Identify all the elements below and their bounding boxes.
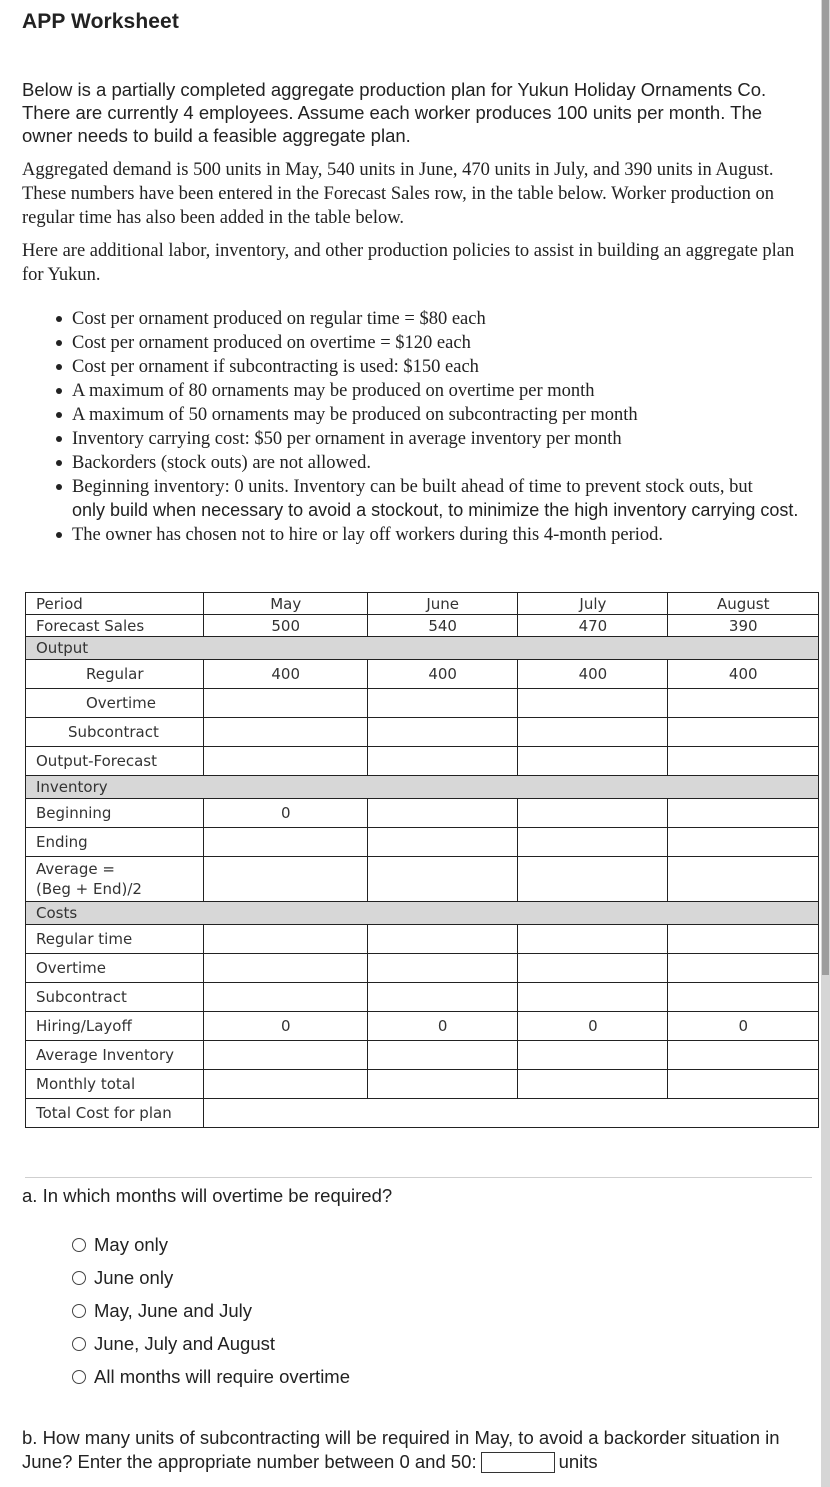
forecast-may: 500 [204, 615, 368, 637]
monthly-total-july-cell [518, 1070, 668, 1099]
beginning-june-cell [367, 799, 517, 828]
aggregate-plan-table [25, 592, 819, 1128]
overtime-label: Overtime [26, 689, 204, 718]
regular-time-june-cell [367, 925, 517, 954]
monthly-total-may-cell [204, 1070, 368, 1099]
avg-inventory-july-cell [518, 1041, 668, 1070]
policy-item: Cost per ornament produced on regular time = $80 each [72, 307, 817, 331]
overtime-may-cell [204, 689, 368, 718]
monthly-total-row [26, 1070, 819, 1099]
option-may-june-july[interactable] [72, 1294, 350, 1327]
monthly-total-label: Monthly total [26, 1070, 204, 1099]
radio-button[interactable] [72, 1238, 86, 1252]
inventory-section-label: Inventory [26, 776, 819, 799]
header-june: June [367, 593, 517, 615]
costs-section-label: Costs [26, 902, 819, 925]
regular-time-july-cell [518, 925, 668, 954]
beginning-may: 0 [204, 799, 368, 828]
option-june-july-august[interactable] [72, 1327, 350, 1360]
policy-item: The owner has chosen not to hire or lay off workers during this 4-month period. [72, 523, 817, 547]
option-label: June, July and August [94, 1332, 276, 1354]
forecast-label: Forecast Sales [26, 615, 204, 637]
inventory-section-row [26, 776, 819, 799]
regular-label: Regular [26, 660, 204, 689]
forecast-row [26, 615, 819, 637]
monthly-total-august-cell [668, 1070, 819, 1099]
average-inventory-cost-row [26, 1041, 819, 1070]
subcontract-cost-june-cell [367, 983, 517, 1012]
overtime-cost-may-cell [204, 954, 368, 983]
beginning-label: Beginning [26, 799, 204, 828]
overtime-cost-july-cell [518, 954, 668, 983]
policy-list [72, 307, 817, 547]
hiring-may: 0 [204, 1012, 368, 1041]
policy-item: Backorders (stock outs) are not allowed. [72, 451, 817, 475]
forecast-june: 540 [367, 615, 517, 637]
hiring-july: 0 [518, 1012, 668, 1041]
total-cost-label: Total Cost for plan [26, 1099, 204, 1128]
subcontract-answer-input[interactable] [481, 1452, 555, 1473]
radio-button[interactable] [72, 1304, 86, 1318]
option-label: June only [94, 1266, 174, 1288]
ending-may-cell [204, 828, 368, 857]
subcontract-label: Subcontract [26, 718, 204, 747]
beginning-july-cell [518, 799, 668, 828]
policy-beginning-inventory-rest: only build when necessary to avoid a stockout, to minimize the high inventory carrying cost. [72, 500, 799, 520]
ending-june-cell [367, 828, 517, 857]
section-divider [25, 1177, 812, 1178]
ending-august-cell [668, 828, 819, 857]
header-may: May [204, 593, 368, 615]
question-b [22, 1426, 822, 1475]
overtime-june-cell [367, 689, 517, 718]
ending-inventory-row [26, 828, 819, 857]
policy-item: Cost per ornament produced on overtime = $120 each [72, 331, 817, 355]
policy-item: A maximum of 50 ornaments may be produced on subcontracting per month [72, 403, 817, 427]
policy-item: A maximum of 80 ornaments may be produced on overtime per month [72, 379, 817, 403]
question-a-options [72, 1228, 350, 1393]
option-all-months[interactable] [72, 1360, 350, 1393]
average-inventory-row [26, 857, 819, 902]
scrollbar-thumb[interactable] [822, 0, 829, 975]
regular-output-row [26, 660, 819, 689]
subcontract-cost-july-cell [518, 983, 668, 1012]
average-label-line2: (Beg + End)/2 [36, 880, 142, 898]
output-section-label: Output [26, 637, 819, 660]
regular-may: 400 [204, 660, 368, 689]
page-scrollbar[interactable] [821, 0, 830, 1487]
costs-section-row [26, 902, 819, 925]
subcontract-june-cell [367, 718, 517, 747]
output-section-row [26, 637, 819, 660]
average-june-cell [367, 857, 517, 902]
regular-time-may-cell [204, 925, 368, 954]
overtime-output-row [26, 689, 819, 718]
subcontract-output-row [26, 718, 819, 747]
hiring-june: 0 [367, 1012, 517, 1041]
regular-time-cost-row [26, 925, 819, 954]
header-period: Period [26, 593, 204, 615]
overtime-cost-label: Overtime [26, 954, 204, 983]
beginning-inventory-row [26, 799, 819, 828]
overtime-cost-row [26, 954, 819, 983]
question-b-prompt: b. How many units of subcontracting will be required in May, to avoid a backorder situation in June? Enter the appropriate number between 0 and 50: [22, 1427, 780, 1472]
subcontract-august-cell [668, 718, 819, 747]
average-label [26, 857, 204, 902]
regular-august: 400 [668, 660, 819, 689]
ending-label: Ending [26, 828, 204, 857]
policy-item: Cost per ornament if subcontracting is used: $150 each [72, 355, 817, 379]
output-forecast-label: Output-Forecast [26, 747, 204, 776]
units-label: units [558, 1451, 598, 1472]
avg-inventory-label: Average Inventory [26, 1041, 204, 1070]
subcontract-may-cell [204, 718, 368, 747]
beginning-august-cell [668, 799, 819, 828]
average-august-cell [668, 857, 819, 902]
regular-time-august-cell [668, 925, 819, 954]
regular-june: 400 [367, 660, 517, 689]
policies-intro: Here are additional labor, inventory, and other production policies to assist in building an aggregate plan for Yukun. [22, 241, 795, 285]
overtime-july-cell [518, 689, 668, 718]
average-may-cell [204, 857, 368, 902]
policy-item [72, 475, 817, 523]
forecast-august: 390 [668, 615, 819, 637]
intro-paragraph: Below is a partially completed aggregate production plan for Yukun Holiday Ornaments Co. There are currently 4 employees. Assume each worker produces 100 units per month. The owner needs to build a feasible aggregate plan. [22, 79, 767, 146]
demand-paragraph: Aggregated demand is 500 units in May, 540 units in June, 470 units in July, and 390 units in August. These numbers have been entered in the Forecast Sales row, in the table below. Worker production on regular time has also been added in the table below. [22, 160, 774, 228]
radio-button[interactable] [72, 1271, 86, 1285]
hiring-august: 0 [668, 1012, 819, 1041]
page-title: APP Worksheet [22, 10, 179, 33]
average-label-line1: Average = [36, 860, 115, 878]
radio-button[interactable] [72, 1337, 86, 1351]
header-august: August [668, 593, 819, 615]
subcontract-july-cell [518, 718, 668, 747]
option-label: May only [94, 1233, 169, 1255]
total-cost-cell [204, 1099, 819, 1128]
overtime-august-cell [668, 689, 819, 718]
option-label: May, June and July [94, 1299, 253, 1321]
regular-july: 400 [518, 660, 668, 689]
regular-time-label: Regular time [26, 925, 204, 954]
option-may-only[interactable] [72, 1228, 350, 1261]
output-forecast-august-cell [668, 747, 819, 776]
subcontract-cost-label: Subcontract [26, 983, 204, 1012]
forecast-july: 470 [518, 615, 668, 637]
hiring-label: Hiring/Layoff [26, 1012, 204, 1041]
subcontract-cost-august-cell [668, 983, 819, 1012]
output-forecast-june-cell [367, 747, 517, 776]
avg-inventory-june-cell [367, 1041, 517, 1070]
average-july-cell [518, 857, 668, 902]
option-label: All months will require overtime [94, 1365, 351, 1387]
overtime-cost-june-cell [367, 954, 517, 983]
overtime-cost-august-cell [668, 954, 819, 983]
output-forecast-may-cell [204, 747, 368, 776]
ending-july-cell [518, 828, 668, 857]
total-cost-row [26, 1099, 819, 1128]
monthly-total-june-cell [367, 1070, 517, 1099]
subcontract-cost-row [26, 983, 819, 1012]
output-forecast-row [26, 747, 819, 776]
avg-inventory-august-cell [668, 1041, 819, 1070]
subcontract-cost-may-cell [204, 983, 368, 1012]
policy-beginning-inventory-lead: Beginning inventory: 0 units. Inventory can be built ahead of time to prevent stock outs, but [72, 477, 753, 497]
hiring-layoff-row [26, 1012, 819, 1041]
table-header-row [26, 593, 819, 615]
policy-item: Inventory carrying cost: $50 per ornament in average inventory per month [72, 427, 817, 451]
question-a-prompt: a. In which months will overtime be required? [22, 1185, 393, 1206]
option-june-only[interactable] [72, 1261, 350, 1294]
output-forecast-july-cell [518, 747, 668, 776]
avg-inventory-may-cell [204, 1041, 368, 1070]
header-july: July [518, 593, 668, 615]
radio-button[interactable] [72, 1370, 86, 1384]
